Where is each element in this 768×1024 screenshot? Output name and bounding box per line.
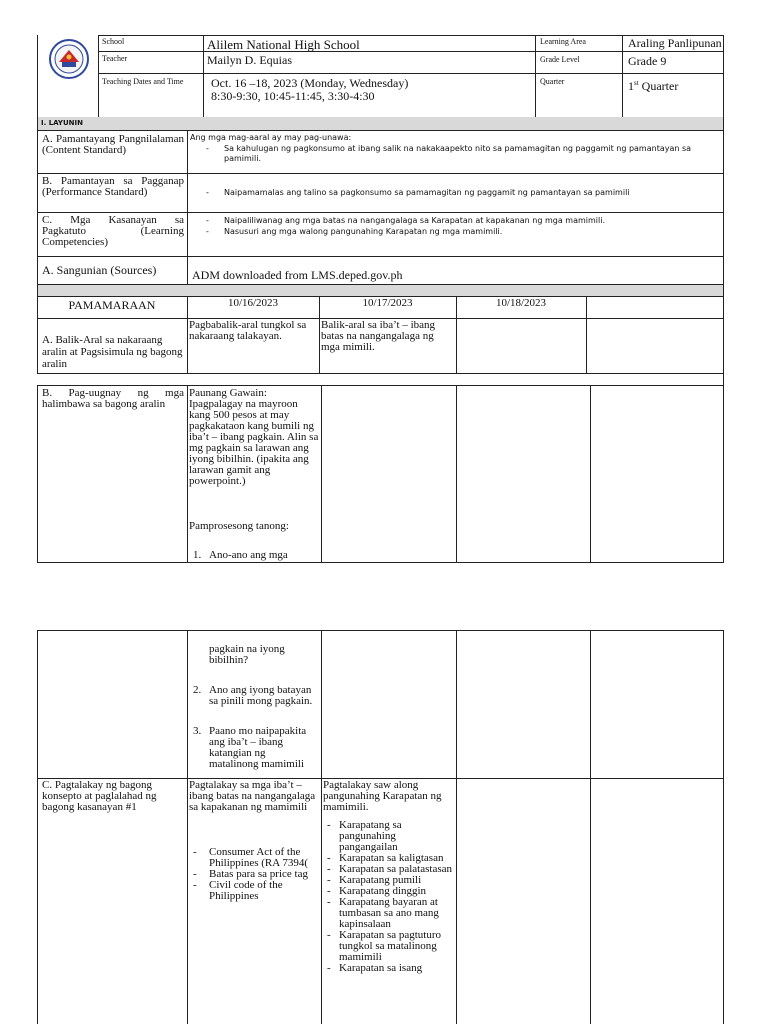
performance-standard-item: - Naipamamalas ang talino sa pagkonsumo sa pamamagitan ng paggamit ng pamantayan sa pamimili <box>206 188 722 198</box>
question-1-num: 1. <box>193 549 202 561</box>
sources-label: A. Sangunian (Sources) <box>42 263 157 277</box>
content-standard-intro: Ang mga mag-aaral ay may pag-unawa: <box>190 133 352 142</box>
quarter-word: Quarter <box>638 79 679 93</box>
performance-standard-label: B. Pamantayan sa Pagganap (Performance Standard) <box>42 175 184 198</box>
competency-item-2: - Nasusuri ang mga walong pangunahing Karapatan ng mga mamimili. <box>206 226 722 237</box>
right-item-5: - Karapatang dinggin <box>327 886 454 897</box>
area-value: Araling Panlipunan <box>628 36 722 50</box>
question-2-num: 2. <box>193 684 202 696</box>
date-col-2: 10/17/2023 <box>362 297 413 309</box>
content-standard-item: - Sa kahulugan ng pagkonsumo at ibang salik na nakakaapekto nito sa pamamagitan ng paggamit ng pamantayan sa pamimili. <box>206 144 722 164</box>
competency-item-1: - Naipaliliwanag ang mga batas na nangangalaga sa Karapatan at kapakanan ng mga mamimili. <box>206 215 722 226</box>
right-item-2: - Karapatan sa kaligtasan <box>327 853 454 864</box>
row-c-day2-intro: Pagtalakay saw along pangunahing Karapatan ng mamimili. <box>323 779 442 813</box>
right-item-8: - Karapatan sa isang <box>327 963 454 974</box>
row-a-label: A. Balik-Aral sa nakaraang aralin at Pagsisimula ng bagong aralin <box>42 334 183 370</box>
teacher-label: Teacher <box>102 54 128 63</box>
school-value: Alilem National High School <box>207 37 360 52</box>
dates-line2: 8:30-9:30, 10:45-11:45, 3:30-4:30 <box>211 89 375 103</box>
row-c-day1-intro: Pagtalakay sa mga iba’t – ibang batas na nangangalaga sa kapakanan ng mamimili <box>189 779 316 813</box>
quarter-value <box>628 77 678 93</box>
row-a-day2: Balik-aral sa iba’t – ibang batas na nangangalaga ng mga mimili. <box>321 319 436 353</box>
grade-value: Grade 9 <box>628 54 667 68</box>
dates-label: Teaching Dates and Time <box>102 77 184 86</box>
right-item-7: - Karapatan sa pagtuturo tungkol sa matalinong mamimili <box>327 930 454 963</box>
area-label: Learning Area <box>540 37 586 46</box>
row-b-day1-proc: Pamprosesong tanong: <box>189 520 289 532</box>
law-item-2: - Batas para sa price tag <box>193 869 319 880</box>
right-item-1: - Karapatang sa pangunahing pangangailan <box>327 820 454 853</box>
section-layunin: I. LAYUNIN <box>41 119 83 127</box>
row-c-label: C. Pagtalakay ng bagong konsepto at paglalahad ng bagong kasanayan #1 <box>42 779 157 813</box>
learning-competencies-label: C. Mga Kasanayan sa Pagkatuto (Learning Competencies) <box>42 214 184 248</box>
question-3: Paano mo naipapakita ang iba’t – ibang katangian ng matalinong mamimili <box>209 725 307 770</box>
quarter-number: 1 <box>628 79 634 93</box>
right-item-6: - Karapatang bayaran at tumbasan sa ano mang kapinsalaan <box>327 897 454 930</box>
pamamaraan-label: PAMAMARAAN <box>68 298 156 312</box>
question-1-start: Ano-ano ang mga <box>209 549 288 561</box>
date-col-3: 10/18/2023 <box>495 297 547 309</box>
quarter-label: Quarter <box>540 77 565 86</box>
teacher-value: Mailyn D. Equias <box>207 53 292 67</box>
question-3-num: 3. <box>193 725 202 737</box>
dates-line1: Oct. 16 –18, 2023 (Monday, Wednesday) <box>211 76 409 90</box>
law-item-3: - Civil code of the Philippines <box>193 880 319 902</box>
sources-value: ADM downloaded from LMS.deped.gov.ph <box>192 268 403 282</box>
deped-seal-logo <box>46 38 92 80</box>
right-item-3: - Karapatan sa palatastasan <box>327 864 454 875</box>
right-item-4: - Karapatang pumili <box>327 875 454 886</box>
quarter-suffix: st <box>634 79 639 87</box>
grade-label: Grade Level <box>540 55 580 64</box>
question-2: Ano ang iyong batayan sa pinili mong pagkain. <box>209 684 313 707</box>
row-b-label: B. Pag-uugnay ng mga halimbawa sa bagong aralin <box>42 387 184 410</box>
school-label: School <box>102 37 125 46</box>
row-b-day1-intro: Paunang Gawain: Ipagpalagay na mayroon kang 500 pesos at may pagkakataon kang bumili ng iba’t – ibang pagkain. Alin sa mg pagkain sa larawan ang iyong bibilhin. (ipakita ang larawan gamit ang powerpoint.) <box>189 387 319 487</box>
law-item-1: - Consumer Act of the Philippines (RA 7394( <box>193 847 319 869</box>
date-col-1: 10/16/2023 <box>227 297 279 309</box>
question-1-cont: pagkain na iyong bibilhin? <box>209 643 285 666</box>
content-standard-label: A. Pamantayang Pangnilalaman (Content Standard) <box>42 133 184 156</box>
row-a-day1: Pagbabalik-aral tungkol sa nakaraang talakayan. <box>189 319 307 342</box>
